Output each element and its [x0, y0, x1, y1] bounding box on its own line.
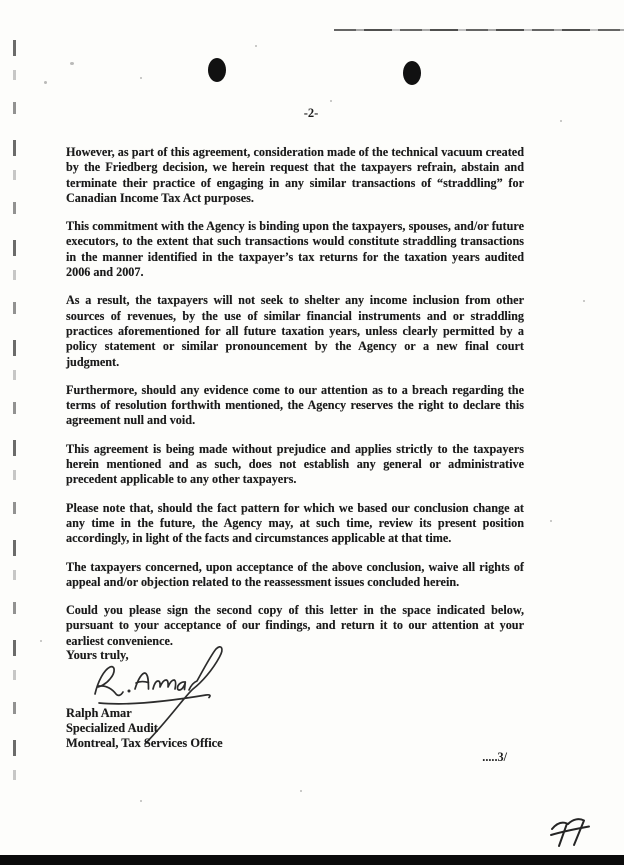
signer-title: Specialized Audit: [66, 721, 158, 736]
signer-office: Montreal, Tax Services Office: [66, 736, 223, 751]
punch-hole-left: [208, 58, 226, 82]
paragraph: Could you please sign the second copy of this letter in the space indicated below, pursuant to your acceptance of our findings, and return it to our attention at your earliest convenience.: [66, 603, 524, 648]
paragraph: The taxpayers concerned, upon acceptance of the above conclusion, waive all rights of appeal and/or objection related to the reassessment issues concluded herein.: [66, 559, 524, 589]
closing-salutation: Yours truly,: [66, 648, 129, 662]
paragraph: As a result, the taxpayers will not seek to shelter any income inclusion from other sources of revenues, by the use of similar financial instruments and or straddling practices aforementioned for all future taxation years, unless clearly permitted by a policy statement or similar pronouncement by the Agency or a new final court judgment.: [66, 293, 524, 369]
handwritten-page-mark: [548, 815, 596, 855]
punch-hole-right: [403, 61, 421, 85]
paragraph: This agreement is being made without prejudice and applies strictly to the taxpayers herein mentioned and as such, does not establish any general or administrative precedent applicable to any other taxpayers.: [66, 441, 524, 487]
paragraph: Please note that, should the fact pattern for which we based our conclusion change at any time in the future, the Agency may, at such time, review its present position accordingly, in light of the facts and circumstances applicable at that time.: [66, 500, 524, 546]
scan-artifact-left-edge: [13, 40, 16, 796]
paragraph: However, as part of this agreement, consideration made of the technical vacuum created by the Friedberg decision, we herein request that the taxpayers refrain, abstain and terminate their practice of engaging in any similar transactions of “straddling” for Canadian Income Tax Act purposes.: [66, 145, 524, 205]
continuation-mark: .....3/: [482, 750, 507, 764]
signature-block: [66, 706, 223, 752]
letter-body: [66, 145, 524, 662]
paragraph: Furthermore, should any evidence come to our attention as to a breach regarding the terms of resolution forthwith mentioned, the Agency reserves the right to declare this agreement null and void.: [66, 382, 524, 428]
paragraph: This commitment with the Agency is binding upon the taxpayers, spouses, and/or future executors, to the extent that such transactions would constitute straddling transactions in the manner identified in the taxpayer’s tax returns for the taxation years audited 2006 and 2007.: [66, 219, 524, 280]
signer-name: Ralph Amar: [66, 706, 132, 720]
page-number: -2-: [303, 106, 319, 120]
scan-artifact-top-line: [334, 29, 624, 31]
scan-artifact-bottom-bar: [0, 855, 624, 865]
